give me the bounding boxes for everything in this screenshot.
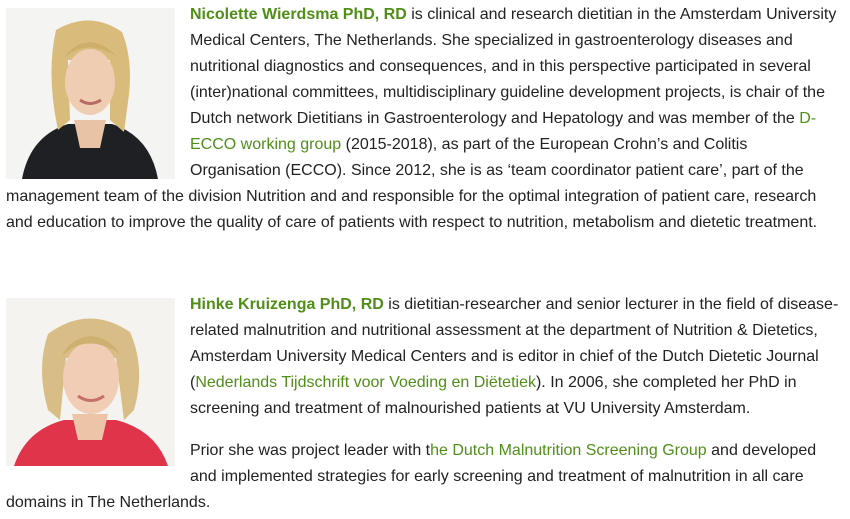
portrait-nicolette [6, 8, 175, 179]
bio-text: ). In 2006, she completed her PhD in screening and treatment of malnourished patients at VU University Amsterdam. [190, 374, 797, 417]
bio-text: Prior she was project leader with t [190, 442, 431, 459]
bio-hinke [6, 292, 840, 516]
malnutrition-screening-group-link[interactable]: he Dutch Malnutrition Screening Group [430, 442, 707, 459]
d-ecco-working-group-link[interactable]: D-ECCO working group [190, 110, 817, 153]
bio-text: (2015-2018), as part of the European Crohn’s and Colitis Organisation (ECCO). Since 2012, she is as ‘team coordinator patient care’, part of the management team of the division Nutrition and and responsible for the optimal integration of patient care, research and education to improve the quality of care of patients with respect to nutrition, metabolism and dietetic treatment. [6, 136, 818, 231]
bio-text: is dietitian-researcher and senior lecturer in the field of disease-related malnutrition and nutritional assessment at the department of Nutrition & Dietetics, Amsterdam University Medical Centers and is editor in chief of the Dutch Dietetic Journal ( [190, 296, 839, 391]
person-name: Nicolette Wierdsma PhD, RD [190, 6, 407, 23]
bio-text: and developed and implemented strategies for early screening and treatment of malnutrition in all care domains in The Netherlands. [6, 442, 817, 511]
journal-link[interactable]: Nederlands Tijdschrift voor Voeding en Diëtetiek [195, 374, 536, 391]
bio-text: is clinical and research dietitian in the Amsterdam University Medical Centers, The Netherlands. She specialized in gastroenterology diseases and nutritional diagnostics and consequences, and in this perspective participated in several (inter)national committees, multidisciplinary guideline development projects, is chair of the Dutch network Dietitians in Gastroenterology and Hepatology and was member of the [190, 6, 837, 127]
bio-nicolette [6, 2, 840, 236]
person-name: Hinke Kruizenga PhD, RD [190, 296, 384, 313]
portrait-hinke [6, 298, 175, 466]
